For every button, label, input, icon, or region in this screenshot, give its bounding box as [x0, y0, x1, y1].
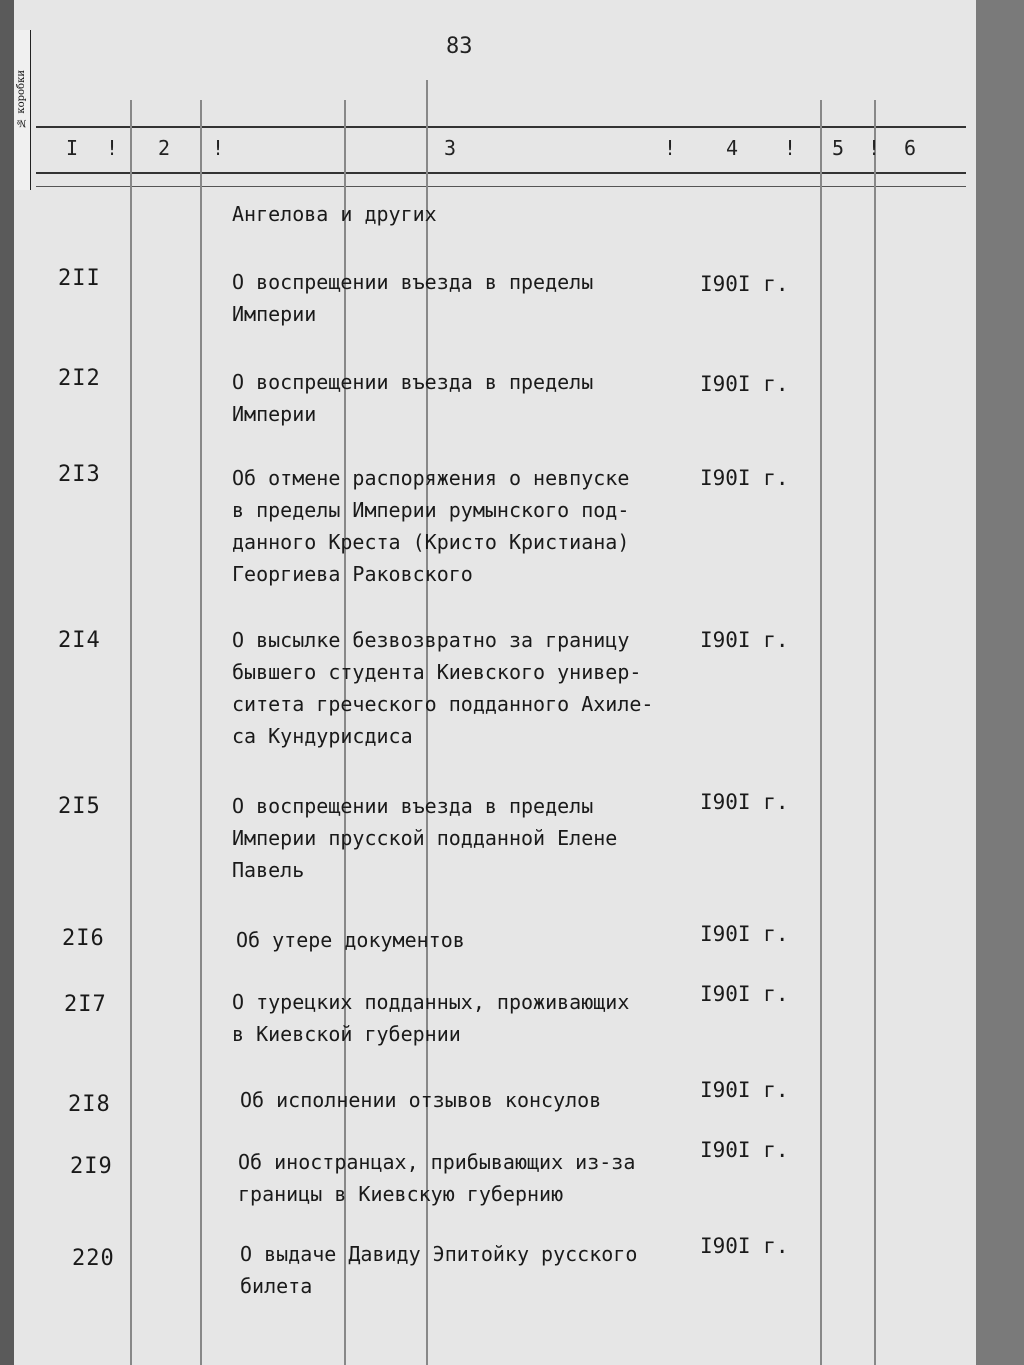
entry-title: Об утере документов — [236, 928, 465, 952]
entry-date: I90I г. — [700, 1138, 789, 1162]
entry-number: 2I5 — [58, 794, 101, 819]
entry-number: 2I9 — [70, 1154, 113, 1179]
entry-date: I90I г. — [700, 982, 789, 1006]
entry-number: 2I2 — [58, 366, 101, 391]
entry-title: О турецких подданных, проживающих в Киевской губернии — [232, 990, 630, 1046]
binding-label: № коробки — [16, 70, 27, 128]
entry-title: Об исполнении отзывов консулов — [240, 1088, 602, 1112]
entry-number: 2I8 — [68, 1092, 111, 1117]
header-col-6: 6 — [904, 136, 917, 160]
entry-date: I90I г. — [700, 922, 789, 946]
entry-number: 220 — [72, 1246, 115, 1271]
header-bottom-rule-2 — [36, 186, 966, 187]
entry-date: I90I г. — [700, 790, 789, 814]
entry-number: 2II — [58, 266, 101, 291]
entry-title: О выдаче Давиду Эпитойку русского билета — [240, 1242, 638, 1298]
entry-date: I90I г. — [700, 372, 789, 396]
entry-date: I90I г. — [700, 1234, 789, 1258]
header-separator: ! — [664, 136, 677, 160]
entry-title: Об иностранцах, прибывающих из-за границы в Киевскую губернию — [238, 1150, 636, 1206]
header-separator: ! — [106, 136, 119, 160]
entry-number: 2I6 — [62, 926, 105, 951]
header-col-3: 3 — [444, 136, 457, 160]
page-edge-shadow — [976, 0, 1024, 1365]
header-separator: ! — [784, 136, 797, 160]
header-separator: ! — [212, 136, 225, 160]
entry-date: I90I г. — [700, 628, 789, 652]
column-divider — [820, 100, 822, 1365]
entry-title: О воспрещении въезда в пределы Империи прусской подданной Елене Павель — [232, 794, 618, 882]
entry-date: I90I г. — [700, 466, 789, 490]
entry-number: 2I3 — [58, 462, 101, 487]
document-page — [14, 0, 976, 1365]
header-col-1: I — [66, 136, 79, 160]
header-separator: ! — [868, 136, 881, 160]
entry-number: 2I4 — [58, 628, 101, 653]
continuation-text: Ангелова и других — [232, 202, 437, 226]
binding-strip — [14, 30, 31, 190]
entry-title: Об отмене распоряжения о невпуске в пределы Империи румынского под- данного Креста (Кристо Кристиана) Георгиева Раковского — [232, 466, 630, 586]
entry-number: 2I7 — [64, 992, 107, 1017]
header-col-4: 4 — [726, 136, 739, 160]
page-number: 83 — [446, 34, 473, 59]
entry-date: I90I г. — [700, 272, 789, 296]
column-divider — [874, 100, 876, 1365]
header-top-rule — [36, 126, 966, 128]
header-col-5: 5 — [832, 136, 845, 160]
entry-title: О воспрещении въезда в пределы Империи — [232, 270, 594, 326]
column-divider — [200, 100, 202, 1365]
header-bottom-rule — [36, 172, 966, 174]
entry-title: О воспрещении въезда в пределы Империи — [232, 370, 594, 426]
column-divider — [130, 100, 132, 1365]
header-col-2: 2 — [158, 136, 171, 160]
entry-date: I90I г. — [700, 1078, 789, 1102]
entry-title: О высылке безвозвратно за границу бывшего студента Киевского универ- ситета греческого подданного Ахиле- са Кундурисдиса — [232, 628, 654, 748]
